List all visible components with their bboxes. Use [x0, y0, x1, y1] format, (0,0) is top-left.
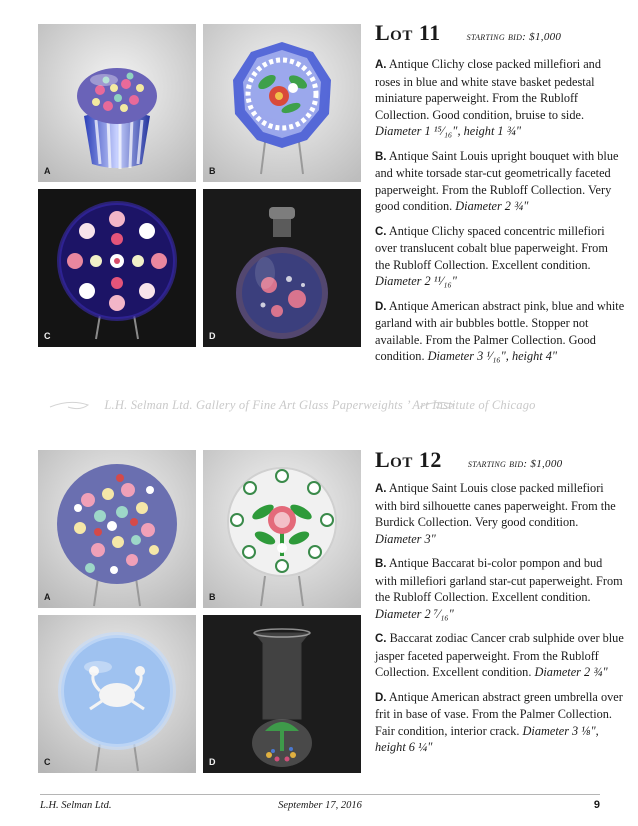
photo-label: A — [44, 592, 51, 602]
lot-item: A. Antique Clichy close packed millefiori and roses in blue and white stave basket pedestal miniature paperweight. From the Rubloff Collection. Good condition, bruise to side. Diameter 1 ¹⁵⁄₁₆", height 1 ¾" — [375, 57, 601, 138]
lot11-photo-d — [203, 189, 361, 347]
lot-item: D. Antique American abstract pink, blue and white garland with air bubbles bottle. Stopper not available. From the Palmer Collection. Good condition. Diameter 3 ¹⁄₁₆", height 4" — [375, 298, 625, 363]
photo-label: C — [44, 331, 51, 341]
lot12-photo-d-image — [203, 615, 361, 773]
lot-item: B. Antique Saint Louis upright bouquet with blue and white torsade star-cut geometrically faceted paperweight. From the Rubloff Collection. Very good condition. Diameter 2 ¾" — [375, 148, 619, 213]
lot12-photo-a — [38, 450, 196, 608]
lot12-photo-b — [203, 450, 361, 608]
lot12-photo-b-image — [203, 450, 361, 608]
lot12-header — [375, 447, 562, 473]
photo-label: B — [209, 592, 216, 602]
lot-item: C. Baccarat zodiac Cancer crab sulphide over blue jasper faceted paperweight. From the Rubloff Collection. Excellent condition. Diameter 2 ¾" — [375, 631, 624, 679]
starting-bid: starting bid: $1,000 — [467, 458, 563, 470]
photo-label: C — [44, 757, 51, 767]
photo-label: D — [209, 331, 216, 341]
lot-title: Lot 12 — [375, 447, 442, 472]
starting-bid: starting bid: $1,000 — [466, 31, 562, 43]
photo-label: B — [209, 166, 216, 176]
gallery-divider — [40, 395, 600, 417]
lot11-photo-c — [38, 189, 196, 347]
lot12-photo-c-image — [38, 615, 196, 773]
lot12-photo-d — [203, 615, 361, 773]
lot12-photo-a-image — [38, 450, 196, 608]
lot11-photo-b-image — [203, 24, 361, 182]
lot11-photo-a-image — [38, 24, 196, 182]
lot11-photo-d-image — [203, 189, 361, 347]
lot-item: D. Antique American abstract green umbrella over frit in base of vase. From the Palmer Collection. Fair condition, interior crack. Diameter 3 ⅛", height 6 ¼" — [375, 689, 623, 754]
lot11-header — [375, 20, 561, 46]
divider-text: L.H. Selman Ltd. Gallery of Fine Art Glass Paperweights ’ Art Institute of Chicago — [104, 398, 536, 412]
lot-item: B. Antique Baccarat bi-color pompon and bud with millefiori garland star-cut paperweight. From the Rubloff Collection. Excellent condition. Diameter 2 ⁷⁄₁₆" — [375, 556, 623, 621]
page-number: 9 — [593, 799, 600, 811]
page-footer — [40, 794, 600, 811]
photo-label: A — [44, 166, 51, 176]
lot12-items — [375, 480, 625, 764]
lot11-photo-a — [38, 24, 196, 182]
footer-company: L.H. Selman Ltd. — [40, 800, 112, 811]
lot-title: Lot 11 — [375, 20, 441, 45]
lot11-photo-c-image — [38, 189, 196, 347]
lot12-photo-c — [38, 615, 196, 773]
footer-date: September 17, 2016 — [278, 800, 362, 811]
lot11-items — [375, 56, 625, 373]
lot-item: C. Antique Clichy spaced concentric millefiori over translucent cobalt blue paperweight. From the Rubloff Collection. Excellent condition. Diameter 2 ¹¹⁄₁₆" — [375, 223, 608, 288]
lot11-photo-b — [203, 24, 361, 182]
lot-item: A. Antique Saint Louis close packed millefiori with bird silhouette canes paperweight. From the Burdick Collection. Very good condition. Diameter 3" — [375, 481, 616, 546]
photo-label: D — [209, 757, 216, 767]
